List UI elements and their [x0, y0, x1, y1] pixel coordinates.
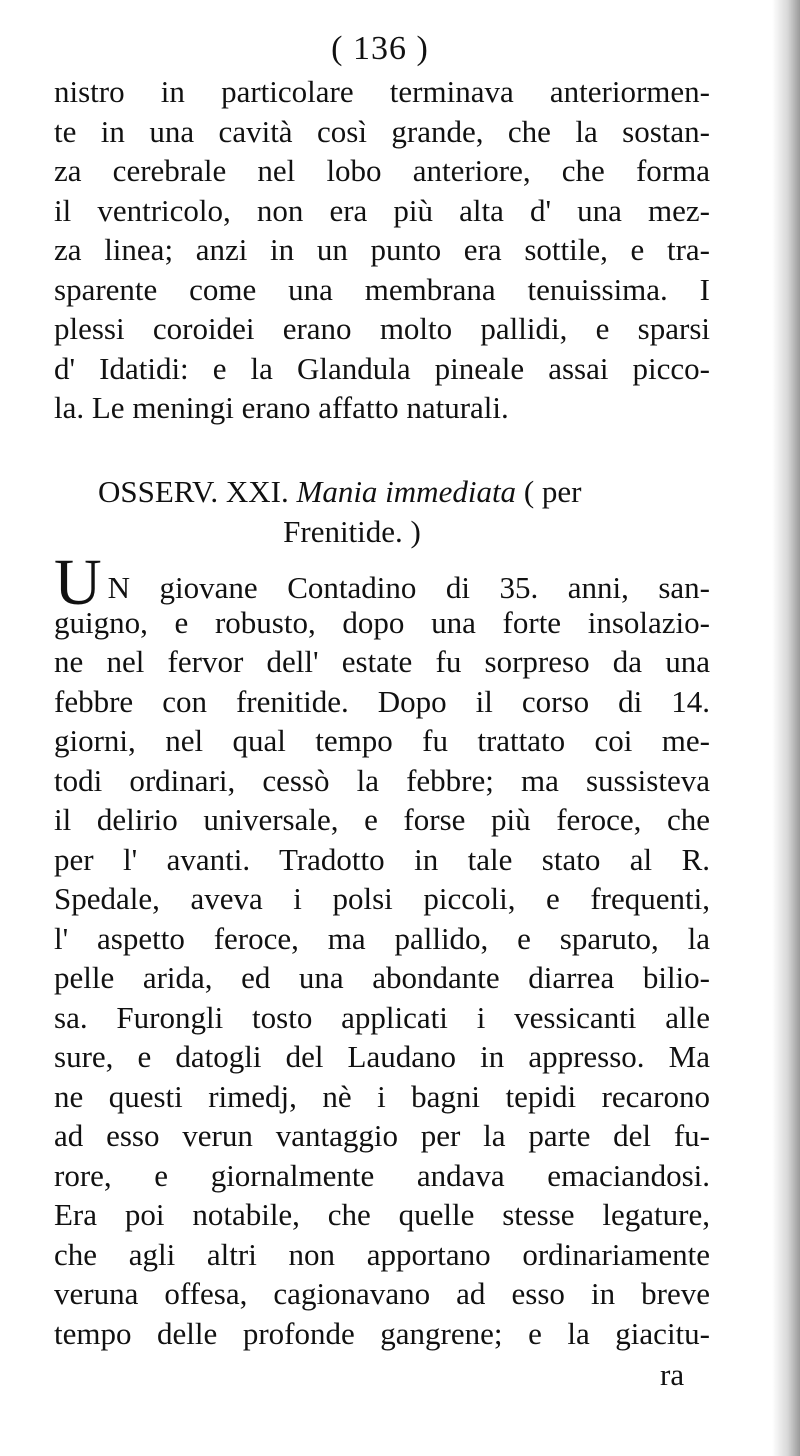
text-line: todi ordinari, cessò la febbre; ma sussisteva [54, 762, 710, 798]
page-number: ( 136 ) [331, 30, 429, 67]
text-line: il ventricolo, non era più alta d' una mez- [54, 192, 710, 228]
text-line: febbre con frenitide. Dopo il corso di 14. [54, 683, 710, 719]
heading-label: OSSERV. XXI. [98, 474, 289, 509]
text-line: te in una cavità così grande, che la sostan- [54, 113, 710, 149]
text-line: giorni, nel qual tempo fu trattato coi me- [54, 723, 710, 758]
text-line: plessi coroidei erano molto pallidi, e sparsi [54, 311, 710, 346]
text-line: tempo delle profonde gangrene; e la giacitu- [54, 1315, 710, 1351]
heading-line-1 [54, 472, 710, 512]
text-line: Spedale, aveva i polsi piccoli, e frequenti, [54, 881, 710, 916]
text-line: per l' avanti. Tradotto in tale stato al R. [54, 841, 710, 877]
text-line: pelle arida, ed una abondante diarrea bilio- [54, 960, 710, 995]
text-line: rore, e giornalmente andava emaciandosi. [54, 1157, 710, 1193]
text-line: la. Le meningi erano affatto naturali. [54, 390, 509, 425]
observation-heading [54, 472, 710, 552]
first-line-text: N giovane Contadino di 35. anni, san- [107, 570, 710, 605]
text-line: sure, e datogli del Laudano in appresso. Ma [54, 1039, 710, 1074]
text-line: sparente come una membrana tenuissima. I [54, 271, 710, 307]
text-line: sa. Furongli tosto applicati i vessicanti alle [54, 999, 710, 1035]
text-line: ne questi rimedj, nè i bagni tepidi recarono [54, 1078, 710, 1114]
text-line: Era poi notabile, che quelle stesse legature, [54, 1197, 710, 1232]
drop-cap-letter: U [54, 546, 102, 619]
text-line: guigno, e robusto, dopo una forte insolazio- [54, 604, 710, 640]
heading-italic-title: Mania immediata [296, 474, 517, 509]
text-line: veruna offesa, cagionavano ad esso in breve [54, 1276, 710, 1311]
text-line: nistro in particolare terminava anteriormen- [54, 74, 710, 109]
dropcap-line [54, 546, 710, 619]
text-line: l' aspetto feroce, ma pallido, e sparuto, la [54, 920, 710, 956]
heading-line-2: Frenitide. ) [283, 514, 421, 549]
paragraph-1 [54, 72, 710, 428]
text-line: za cerebrale nel lobo anteriore, che forma [54, 153, 710, 188]
text-line: ad esso verun vantaggio per la parte del fu- [54, 1118, 710, 1153]
text-line: che agli altri non apportano ordinariamente [54, 1236, 710, 1272]
paragraph-2 [54, 546, 710, 1353]
text-line: za linea; anzi in un punto era sottile, e tra- [54, 232, 710, 267]
heading-rest: ( per [523, 474, 582, 509]
text-line: d' Idatidi: e la Glandula pineale assai picco- [54, 350, 710, 386]
text-line: ne nel fervor dell' estate fu sorpreso da una [54, 644, 710, 679]
page-edge-shadow [772, 0, 800, 1456]
text-line: il delirio universale, e forse più feroce, che [54, 802, 710, 837]
catchword: ra [660, 1357, 685, 1392]
